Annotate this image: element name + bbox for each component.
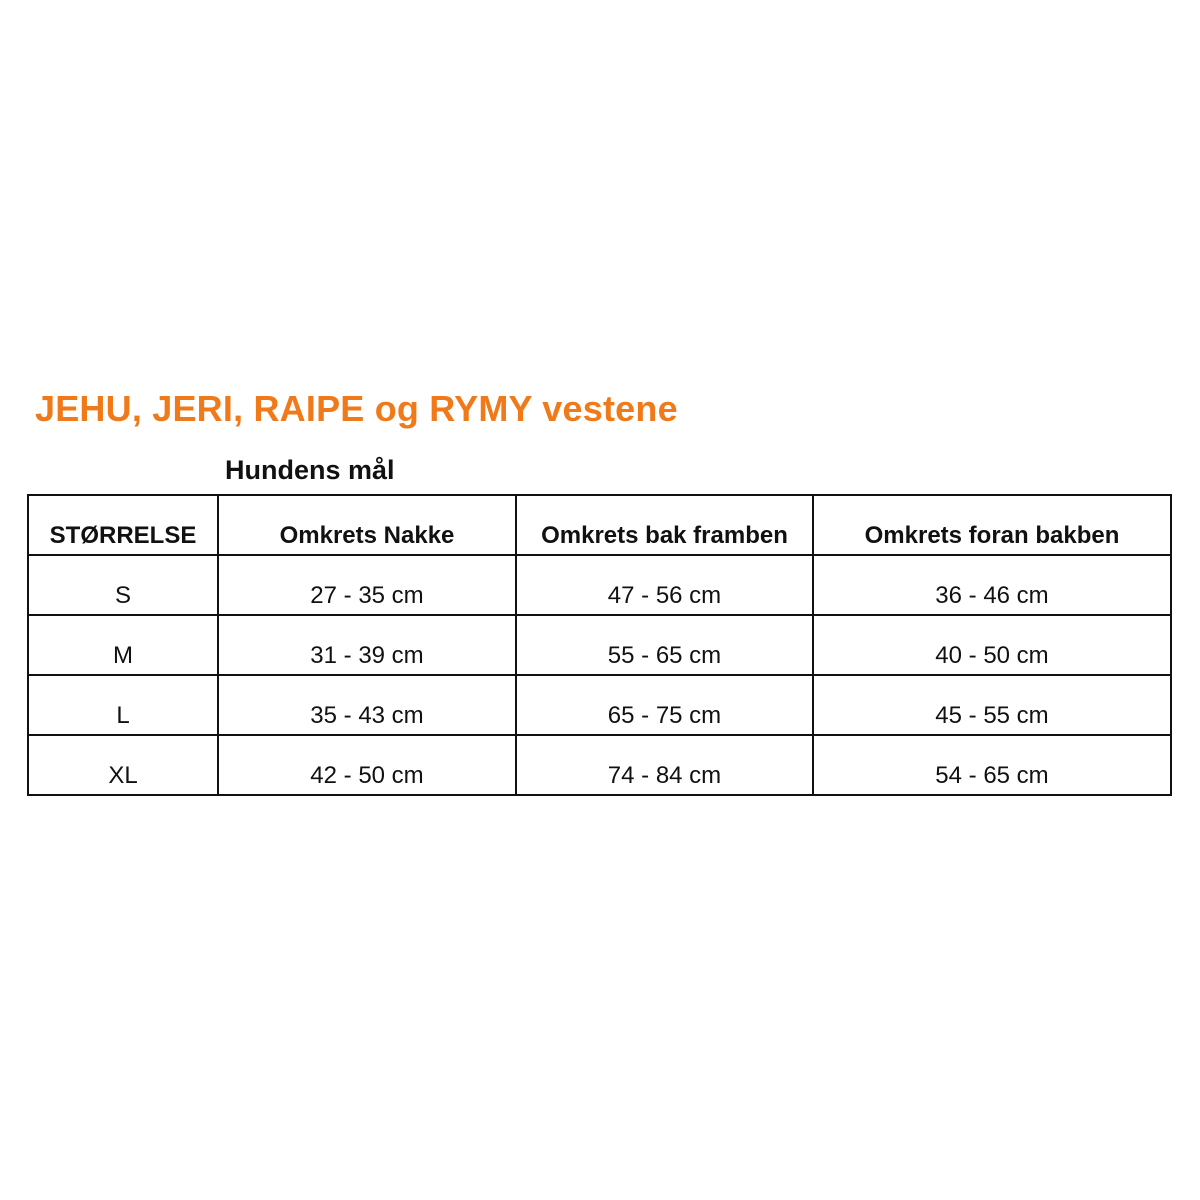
table-cell: 47 - 56 cm: [516, 555, 813, 615]
table-cell: 65 - 75 cm: [516, 675, 813, 735]
table-cell: 40 - 50 cm: [813, 615, 1171, 675]
table-header-row: [28, 495, 1171, 555]
size-cell: S: [28, 555, 218, 615]
size-cell: M: [28, 615, 218, 675]
header-waist-circumference: Omkrets foran bakben: [813, 495, 1171, 555]
table-row: [28, 735, 1171, 795]
table-cell: 42 - 50 cm: [218, 735, 516, 795]
size-cell: XL: [28, 735, 218, 795]
table-caption: Hundens mål: [225, 455, 395, 485]
header-neck-circumference: Omkrets Nakke: [218, 495, 516, 555]
table-row: [28, 555, 1171, 615]
document-title: JEHU, JERI, RAIPE og RYMY vestene: [35, 388, 678, 429]
table-cell: 35 - 43 cm: [218, 675, 516, 735]
header-chest-circumference: Omkrets bak framben: [516, 495, 813, 555]
table-cell: 45 - 55 cm: [813, 675, 1171, 735]
size-table: [27, 494, 1172, 796]
table-cell: 55 - 65 cm: [516, 615, 813, 675]
table-row: [28, 675, 1171, 735]
table-cell: 27 - 35 cm: [218, 555, 516, 615]
table-cell: 54 - 65 cm: [813, 735, 1171, 795]
table-cell: 36 - 46 cm: [813, 555, 1171, 615]
table-cell: 74 - 84 cm: [516, 735, 813, 795]
size-cell: L: [28, 675, 218, 735]
table-cell: 31 - 39 cm: [218, 615, 516, 675]
table-row: [28, 615, 1171, 675]
header-size: STØRRELSE: [28, 495, 218, 555]
